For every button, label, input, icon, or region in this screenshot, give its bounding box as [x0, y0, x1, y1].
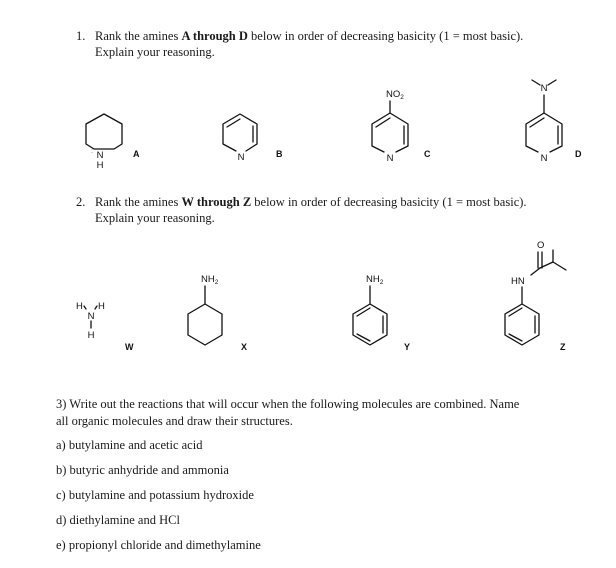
question-1-number: 1. — [76, 29, 86, 43]
structure-y-aniline — [353, 274, 410, 352]
label-w: W — [125, 342, 134, 352]
option-a: a) butylamine and acetic acid — [56, 438, 203, 452]
structure-b-n-label: N — [237, 152, 245, 163]
label-y: Y — [404, 342, 411, 352]
structure-w-h2: H — [98, 301, 105, 312]
structure-w-n-label: N — [87, 311, 95, 322]
question-2-explain: Explain your reasoning. — [95, 211, 215, 225]
label-c: C — [424, 149, 431, 159]
structure-a-h-label: H — [96, 160, 104, 171]
label-a: A — [133, 149, 140, 159]
structure-c-no2-label: $NO_2$ — [386, 89, 404, 101]
option-d: d) diethylamine and HCl — [56, 513, 180, 527]
structure-d-nme2-label: N — [540, 83, 548, 94]
question-2-number: 2. — [76, 195, 86, 209]
question-2-suffix: below in order of decreasing basicity (1 = most basic). — [251, 195, 527, 209]
question-1-suffix: below in order of decreasing basicity (1 = most basic). — [247, 29, 524, 43]
option-c: c) butylamine and potassium hydroxide — [56, 488, 254, 502]
structure-w-h1: H — [76, 301, 83, 312]
structure-a-lone-pair: : — [91, 149, 93, 155]
option-e: e) propionyl chloride and dimethylamine — [56, 538, 261, 552]
structure-x-nh2-label: $NH_2$ — [201, 274, 219, 286]
question-1-prefix: Rank the amines — [95, 29, 182, 43]
structure-z-o-label: O — [537, 240, 545, 251]
label-z: Z — [560, 342, 566, 352]
question-3-line-1: 3) Write out the reactions that will occur when the following molecules are combined. Name — [56, 397, 520, 411]
structure-z-anilide — [505, 240, 566, 352]
structure-x-cyclohexylamine — [188, 274, 247, 352]
structure-c-nitropyridine — [372, 89, 431, 164]
question-3-prompt — [56, 396, 519, 430]
question-2-range: W through Z — [181, 195, 252, 209]
question-3-line-2: all organic molecules and draw their structures. — [56, 414, 293, 428]
structure-b-pyridine — [223, 114, 283, 163]
label-x: X — [241, 342, 248, 352]
label-d: D — [575, 149, 582, 159]
structure-w-ammonia — [76, 301, 134, 352]
structure-c-n-label: N — [386, 153, 394, 164]
option-b: b) butyric anhydride and ammonia — [56, 463, 229, 477]
structure-y-nh2-label: $NH_2$ — [366, 274, 384, 286]
structure-w-h3: H — [87, 330, 95, 341]
question-1-range: A through D — [181, 29, 248, 43]
structure-a-n-label: N — [96, 150, 104, 161]
structure-d-n-label: N — [540, 153, 548, 164]
label-b: B — [276, 149, 283, 159]
question-1-explain: Explain your reasoning. — [95, 45, 215, 59]
structure-z-hn-label: HN — [511, 276, 525, 287]
question-2-prefix: Rank the amines — [95, 195, 182, 209]
structure-d-dmap — [526, 80, 582, 164]
structure-a-piperidine — [86, 114, 140, 171]
